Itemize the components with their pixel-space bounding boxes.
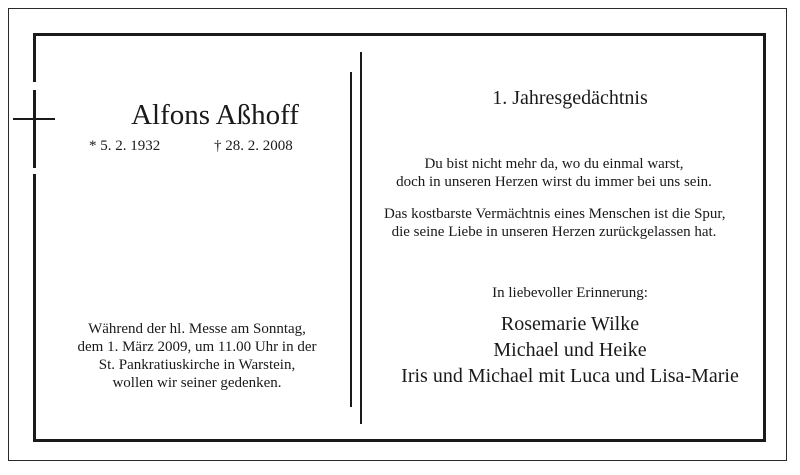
mass-notice-line: dem 1. März 2009, um 11.00 Uhr in der xyxy=(77,339,317,355)
anniversary-title: 1. Jahresgedächtnis xyxy=(492,87,648,109)
verse-line: Das kostbarste Vermächtnis eines Menschen ist die Spur, xyxy=(384,206,726,222)
mass-notice-line: St. Pankratiuskirche in Warstein, xyxy=(98,357,296,373)
mourner-name: Iris und Michael mit Luca und Lisa-Marie xyxy=(401,365,739,387)
remembrance-label: In liebevoller Erinnerung: xyxy=(492,285,648,301)
deceased-name: Alfons Aßhoff xyxy=(131,99,299,131)
mass-notice-line: Während der hl. Messe am Sonntag, xyxy=(88,321,306,337)
mourners-list xyxy=(365,311,775,389)
verse-line: die seine Liebe in unseren Herzen zurückgelassen hat. xyxy=(391,224,717,240)
death-date: † 28. 2. 2008 xyxy=(214,138,293,154)
verse-line: doch in unseren Herzen wirst du immer bei uns sein. xyxy=(396,174,712,190)
birth-date: * 5. 2. 1932 xyxy=(89,138,161,154)
mass-notice-line: wollen wir seiner gedenken. xyxy=(112,375,282,391)
verse-line: Du bist nicht mehr da, wo du einmal warst, xyxy=(424,156,684,172)
mourner-name: Rosemarie Wilke xyxy=(500,313,640,335)
cross-icon-vertical xyxy=(33,90,36,168)
mourner-name: Michael und Heike xyxy=(493,339,647,361)
mass-notice xyxy=(52,320,342,392)
verse-first xyxy=(384,155,724,191)
verse-second xyxy=(384,205,724,241)
